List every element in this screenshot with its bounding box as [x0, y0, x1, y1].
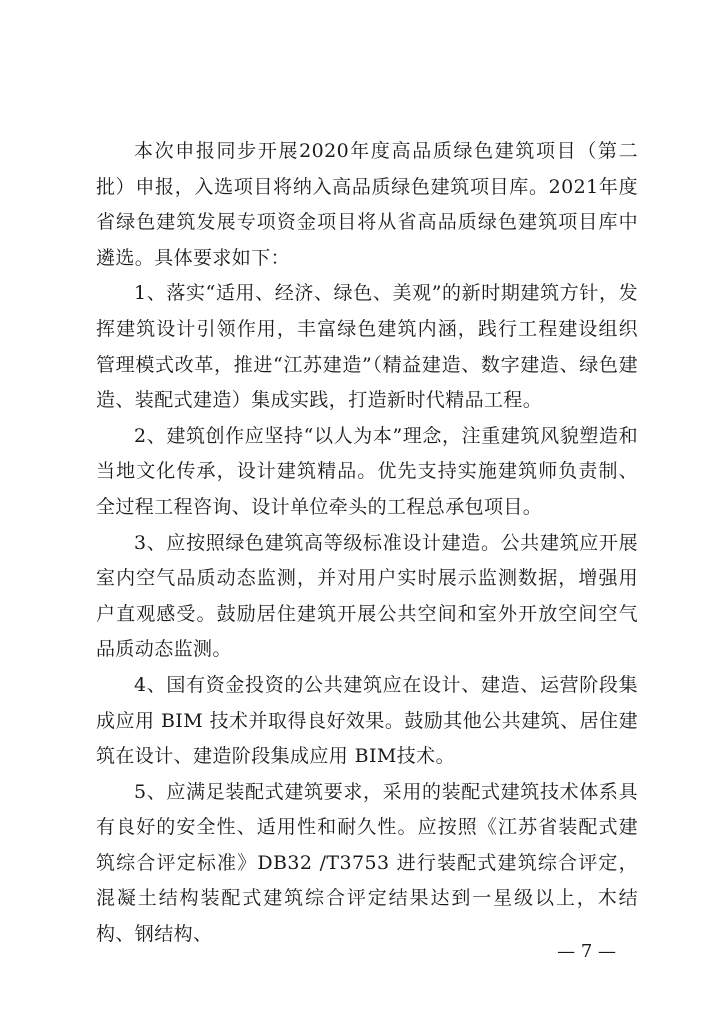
document-body — [96, 134, 638, 953]
paragraph-item-3: 3、应按照绿色建筑高等级标准设计建造。公共建筑应开展室内空气品质动态监测，并对用户实时展示监测数据，增强用户直观感受。鼓励居住建筑开展公共空间和室外开放空间空气品质动态监测。 — [96, 531, 638, 661]
paragraph-item-5: 5、应满足装配式建筑要求，采用的装配式建筑技术体系具有良好的安全性、适用性和耐久性。应按照《江苏省装配式建筑综合评定标准》DB32 /T3753 进行装配式建筑综合评定，混凝土结构装配式建筑综合评定结果达到一星级以上，木结构、钢结构、 — [96, 780, 638, 946]
page-number: — 7 — — [557, 941, 616, 962]
paragraph-item-4: 4、国有资金投资的公共建筑应在设计、建造、运营阶段集成应用 BIM 技术并取得良好效果。鼓励其他公共建筑、居住建筑在设计、建造阶段集成应用 BIM技术。 — [96, 673, 638, 768]
paragraph-item-2: 2、建筑创作应坚持“以人为本”理念，注重建筑风貌塑造和当地文化传承，设计建筑精品。优先支持实施建筑师负责制、全过程工程咨询、设计单位牵头的工程总承包项目。 — [96, 424, 638, 518]
paragraph-item-1: 1、落实“适用、经济、绿色、美观”的新时期建筑方针，发挥建筑设计引领作用，丰富绿色建筑内涵，践行工程建设组织管理模式改革，推进“江苏建造”（精益建造、数字建造、绿色建造、装配式建造）集成实践，打造新时代精品工程。 — [96, 282, 638, 412]
paragraph-intro: 本次申报同步开展2020年度高品质绿色建筑项目（第二批）申报，入选项目将纳入高品质绿色建筑项目库。2021年度省绿色建筑发展专项资金项目将从省高品质绿色建筑项目库中遴选。具体要求如下： — [96, 140, 638, 269]
